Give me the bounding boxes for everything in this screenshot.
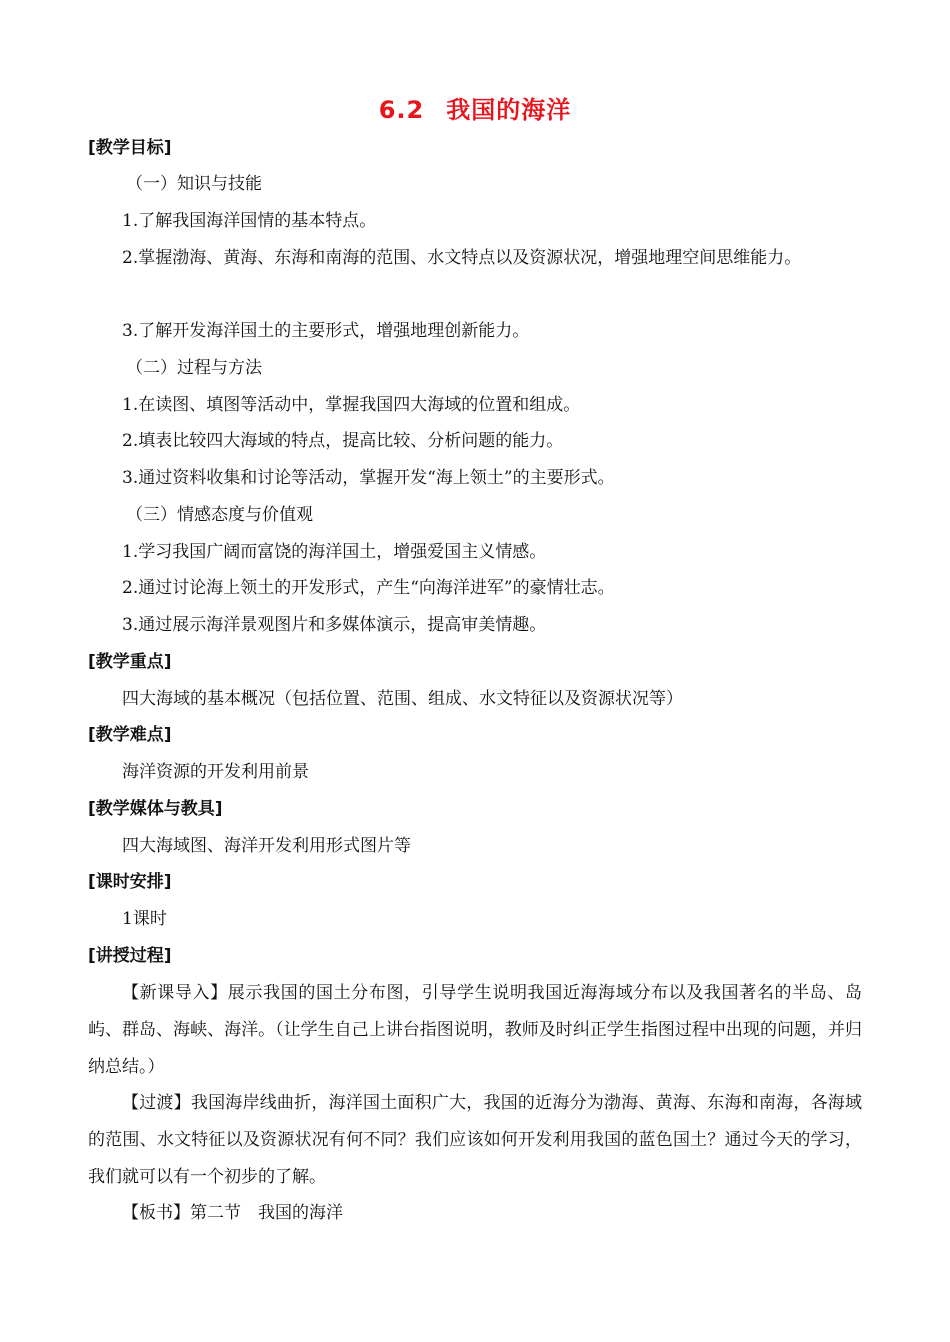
title-number: 6.2	[378, 96, 425, 124]
objectives-heading: [教学目标]	[88, 138, 172, 158]
schedule-heading: [课时安排]	[88, 872, 172, 892]
objectives-sub1: （一）知识与技能	[126, 174, 262, 194]
page-title	[0, 90, 950, 125]
process-para-transition: 【过渡】我国海岸线曲折，海洋国土面积广大，我国的近海分为渤海、黄海、东海和南海，各海域的范围、水文特征以及资源状况有何不同？我们应该如何开发利用我国的蓝色国土？通过今天的学习，我们就可以有一个初步的了解。	[88, 1093, 862, 1187]
objective-e3: 3.通过展示海洋景观图片和多媒体演示，提高审美情趣。	[122, 615, 547, 635]
objective-k2: 2.掌握渤海、黄海、东海和南海的范围、水文特点以及资源状况，增强地理空间思维能力。	[122, 248, 802, 268]
objective-p3: 3.通过资料收集和讨论等活动，掌握开发“海上领土”的主要形式。	[122, 468, 615, 488]
process-heading: [讲授过程]	[88, 946, 172, 966]
key-points-text: 四大海域的基本概况（包括位置、范围、组成、水文特征以及资源状况等）	[122, 689, 683, 709]
schedule-text: 1课时	[122, 909, 167, 929]
media-heading: [教学媒体与教具]	[88, 799, 223, 819]
objective-e1: 1.学习我国广阔而富饶的海洋国土，增强爱国主义情感。	[122, 542, 547, 562]
process-para-intro: 【新课导入】展示我国的国土分布图，引导学生说明我国近海海域分布以及我国著名的半岛、岛屿、群岛、海峡、海洋。（让学生自己上讲台指图说明，教师及时纠正学生指图过程中出现的问题，并归纳总结。）	[88, 983, 862, 1077]
objective-p1: 1.在读图、填图等活动中，掌握我国四大海域的位置和组成。	[122, 395, 581, 415]
key-points-heading: [教学重点]	[88, 652, 172, 672]
objective-e2: 2.通过讨论海上领土的开发形式，产生“向海洋进军”的豪情壮志。	[122, 578, 615, 598]
objectives-sub2: （二）过程与方法	[126, 358, 262, 378]
difficulties-heading: [教学难点]	[88, 725, 172, 745]
objective-p2: 2.填表比较四大海域的特点，提高比较、分析问题的能力。	[122, 431, 564, 451]
objective-k1: 1.了解我国海洋国情的基本特点。	[122, 211, 377, 231]
difficulties-text: 海洋资源的开发利用前景	[122, 762, 309, 782]
objective-k3: 3.了解开发海洋国土的主要形式，增强地理创新能力。	[122, 321, 530, 341]
title-text: 我国的海洋	[446, 96, 572, 124]
process-para-board: 【板书】第二节 我国的海洋	[122, 1203, 343, 1223]
objectives-sub3: （三）情感态度与价值观	[126, 505, 313, 525]
media-text: 四大海域图、海洋开发利用形式图片等	[122, 836, 411, 856]
